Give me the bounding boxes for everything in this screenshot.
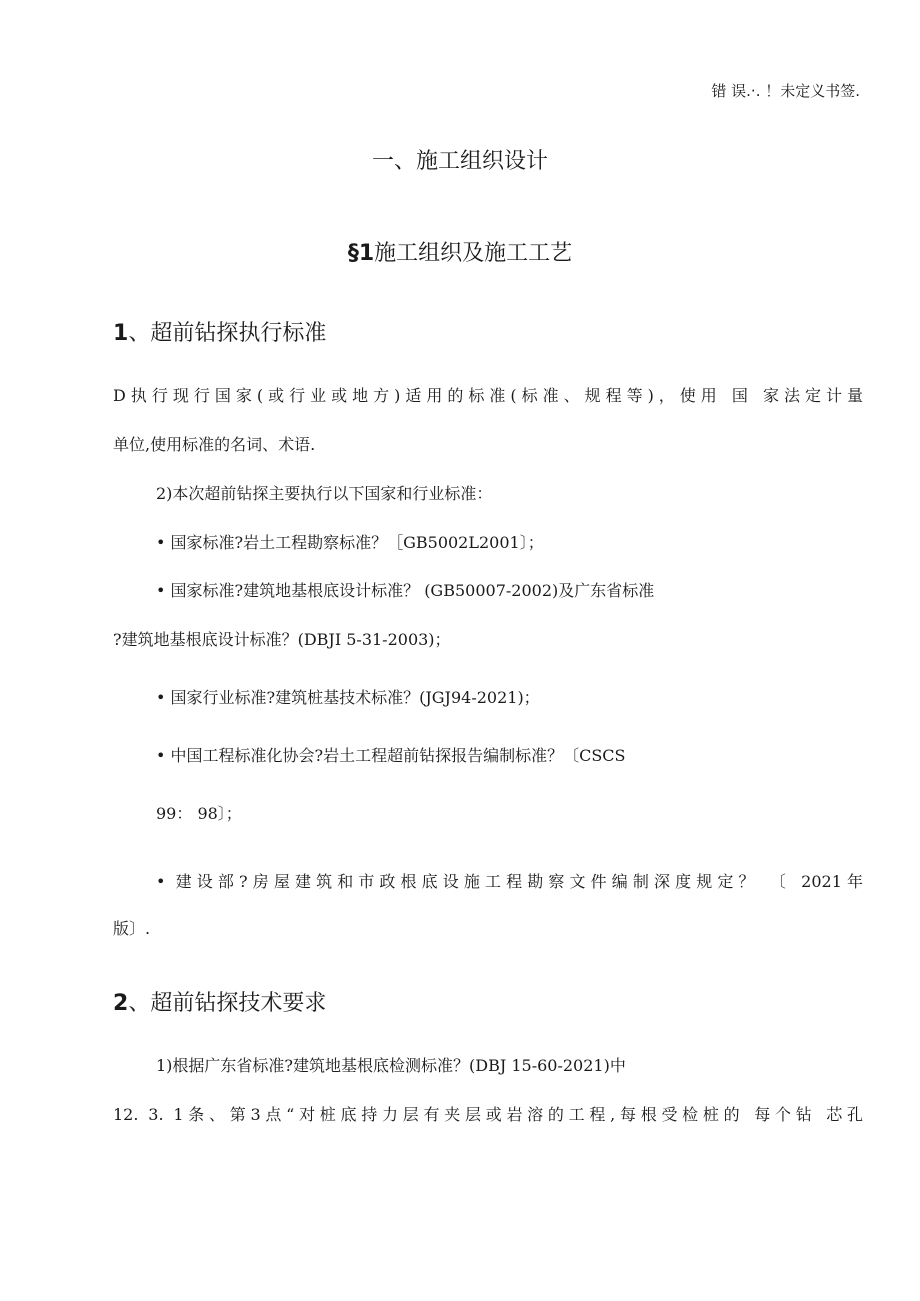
list-item-4-line-1: • 中国工程标准化协会?岩土工程超前钻探报告编制标准？〔CSCS <box>156 746 626 765</box>
chapter-title-text: 施工组织及施工工艺 <box>374 241 573 266</box>
paragraph-1-line-1: D执行现行国家(或行业或地方)适用的标准(标准、规程等)，使用 国 家法定计量 <box>113 386 863 405</box>
chapter-number: §1 <box>347 241 375 266</box>
list-item-5-line-1: • 建设部?房屋建筑和市政根底设施工程勘察文件编制深度规定？ 〔 2021年 <box>156 872 863 891</box>
paragraph-2: 2)本次超前钻探主要执行以下国家和行业标准： <box>156 484 493 503</box>
section-number-1: 1 <box>113 321 129 346</box>
paragraph-3-line-1: 1)根据广东省标准?建筑地基根底检测标准？(DBJ 15-60-2021)中 <box>156 1056 626 1075</box>
list-item-5-line-2: 版〕. <box>113 919 151 938</box>
header-note: 错 误.·. ！未定义书签. <box>711 82 860 100</box>
section-number-2: 2 <box>113 991 129 1016</box>
paragraph-3-line-2: 12. 3. 1条、第3点“对桩底持力层有夹层或岩溶的工程,每根受检桩的 每个钻 芯孔 <box>113 1105 863 1124</box>
section-heading-text-2: 、超前钻探技术要求 <box>128 991 327 1016</box>
section-heading-text-1: 、超前钻探执行标准 <box>128 321 327 346</box>
chapter-title <box>0 236 920 267</box>
document-title: 一、施工组织设计 <box>371 149 548 174</box>
section-heading-1 <box>113 316 326 347</box>
list-item-4-line-2: 99： 98〕； <box>156 804 242 823</box>
section-heading-2 <box>113 986 326 1017</box>
list-item-2-line-1: • 国家标准?建筑地基根底设计标准？ (GB50007-2002)及广东省标准 <box>156 581 655 600</box>
paragraph-1-line-2: 单位,使用标准的名词、术语. <box>113 435 316 454</box>
list-item-2-line-2: ?建筑地基根底设计标准？(DBJI 5-31-2003)； <box>113 630 451 649</box>
list-item-1: • 国家标准?岩土工程勘察标准？［GB5002L2001〕； <box>156 533 544 552</box>
list-item-3: • 国家行业标准?建筑桩基技术标准？(JGJ94-2021)； <box>156 688 540 707</box>
